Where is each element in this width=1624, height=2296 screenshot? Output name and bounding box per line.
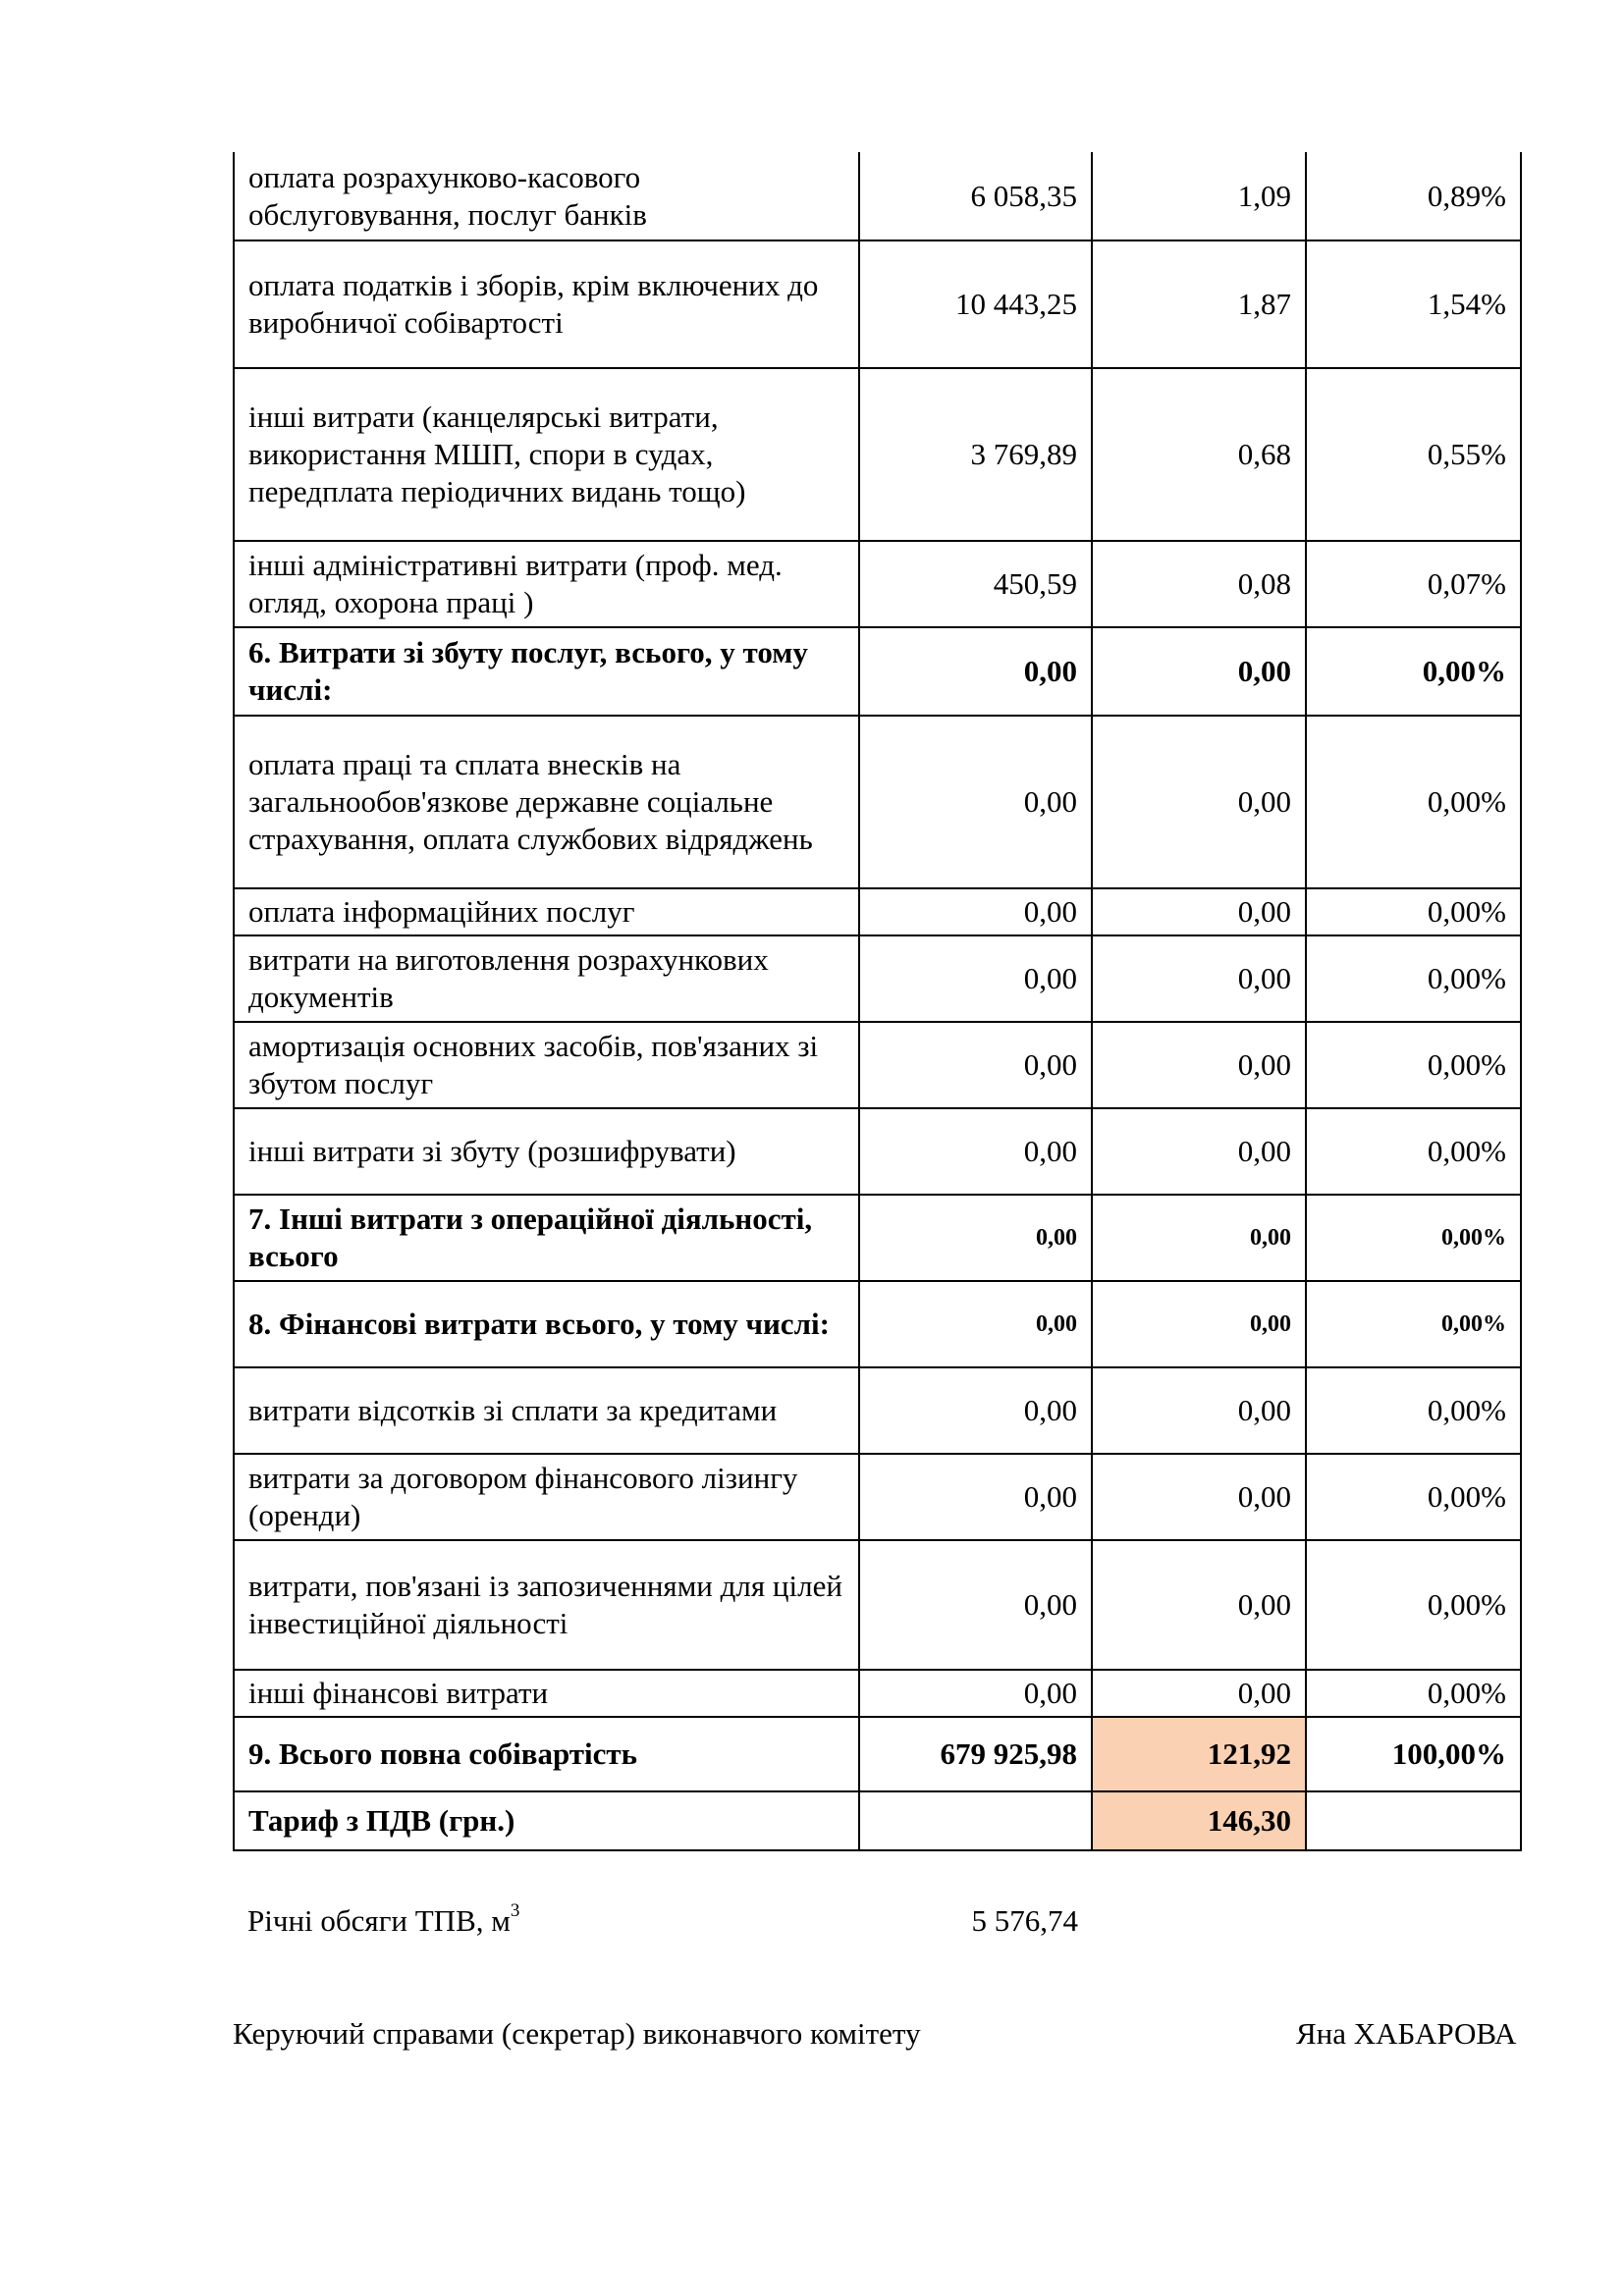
signature-name: Яна ХАБАРОВА [1296, 2016, 1517, 2051]
row-label: витрати на виготовлення розрахункових документів [234, 935, 859, 1022]
row-label: витрати за договором фінансового лізингу (оренди) [234, 1454, 859, 1540]
row-total: 3 769,89 [859, 368, 1092, 541]
row-share: 0,00% [1306, 1367, 1521, 1454]
row-per-unit: 0,00 [1092, 935, 1306, 1022]
table-row [234, 541, 1521, 627]
row-share: 0,00% [1306, 1195, 1521, 1281]
row-label: 9. Всього повна собівартість [234, 1717, 859, 1791]
row-label: 7. Інші витрати з операційної діяльності, всього [234, 1195, 859, 1281]
row-share: 0,00% [1306, 1022, 1521, 1108]
row-total: 0,00 [859, 888, 1092, 935]
table-row [234, 1454, 1521, 1540]
row-label: оплата розрахунково-касового обслуговування, послуг банків [234, 152, 859, 240]
row-per-unit: 0,00 [1092, 716, 1306, 888]
row-total: 0,00 [859, 935, 1092, 1022]
table-row-tariff [234, 1791, 1521, 1850]
annual-volume-value: 5 576,74 [971, 1903, 1078, 1938]
row-per-unit: 0,00 [1092, 1108, 1306, 1195]
row-per-unit: 0,00 [1092, 1454, 1306, 1540]
row-per-unit: 0,00 [1092, 1540, 1306, 1670]
row-share: 0,00% [1306, 1281, 1521, 1367]
row-label: витрати відсотків зі сплати за кредитами [234, 1367, 859, 1454]
row-per-unit: 1,87 [1092, 240, 1306, 368]
row-share: 0,00% [1306, 716, 1521, 888]
table-row [234, 1022, 1521, 1108]
row-share: 0,00% [1306, 1454, 1521, 1540]
row-label: оплата податків і зборів, крім включених до виробничої собівартості [234, 240, 859, 368]
row-per-unit: 0,00 [1092, 1670, 1306, 1717]
row-total: 0,00 [859, 1195, 1092, 1281]
row-share: 0,00% [1306, 888, 1521, 935]
table-row [234, 152, 1521, 240]
row-per-unit: 121,92 [1092, 1717, 1306, 1791]
row-label: оплата праці та сплата внесків на загальнообов'язкове державне соціальне страхування, оплата службових відряджень [234, 716, 859, 888]
row-total: 679 925,98 [859, 1717, 1092, 1791]
row-label: 8. Фінансові витрати всього, у тому числі: [234, 1281, 859, 1367]
annual-volume-label [247, 1899, 520, 1940]
row-total: 0,00 [859, 627, 1092, 716]
row-label: амортизація основних засобів, пов'язаних зі збутом послуг [234, 1022, 859, 1108]
table-row [234, 935, 1521, 1022]
table-row [234, 368, 1521, 541]
row-total [859, 1791, 1092, 1850]
row-total: 0,00 [859, 1540, 1092, 1670]
annual-volume-label-text: Річні обсяги ТПВ, м [247, 1903, 511, 1938]
row-label: Тариф з ПДВ (грн.) [234, 1791, 859, 1850]
table-row [234, 1670, 1521, 1717]
row-label: витрати, пов'язані із запозиченнями для цілей інвестиційної діяльності [234, 1540, 859, 1670]
row-total: 450,59 [859, 541, 1092, 627]
row-share: 0,89% [1306, 152, 1521, 240]
row-label: інші витрати (канцелярські витрати, використання МШП, спори в судах, передплата періодичних видань тощо) [234, 368, 859, 541]
signature-role: Керуючий справами (секретар) виконавчого комітету [233, 2016, 921, 2051]
table-row-section [234, 627, 1521, 716]
table-row-section [234, 1195, 1521, 1281]
row-total: 0,00 [859, 1022, 1092, 1108]
table-row [234, 1367, 1521, 1454]
row-label: інші фінансові витрати [234, 1670, 859, 1717]
row-label: інші адміністративні витрати (проф. мед. огляд, охорона праці ) [234, 541, 859, 627]
row-per-unit: 0,00 [1092, 627, 1306, 716]
row-total: 10 443,25 [859, 240, 1092, 368]
row-total: 6 058,35 [859, 152, 1092, 240]
row-total: 0,00 [859, 1108, 1092, 1195]
row-per-unit: 146,30 [1092, 1791, 1306, 1850]
table-row [234, 888, 1521, 935]
row-per-unit: 0,00 [1092, 1281, 1306, 1367]
row-share: 0,07% [1306, 541, 1521, 627]
row-share: 0,00% [1306, 1540, 1521, 1670]
row-per-unit: 0,00 [1092, 1022, 1306, 1108]
row-per-unit: 1,09 [1092, 152, 1306, 240]
row-total: 0,00 [859, 716, 1092, 888]
row-share: 0,00% [1306, 627, 1521, 716]
annual-volume-unit-superscript: 3 [510, 1899, 520, 1921]
row-total: 0,00 [859, 1367, 1092, 1454]
table-row-section [234, 1281, 1521, 1367]
row-share: 100,00% [1306, 1717, 1521, 1791]
row-total: 0,00 [859, 1281, 1092, 1367]
table-row [234, 1540, 1521, 1670]
row-share: 0,00% [1306, 1108, 1521, 1195]
row-per-unit: 0,08 [1092, 541, 1306, 627]
row-per-unit: 0,00 [1092, 1367, 1306, 1454]
row-total: 0,00 [859, 1670, 1092, 1717]
row-per-unit: 0,00 [1092, 1195, 1306, 1281]
row-share: 0,00% [1306, 935, 1521, 1022]
row-per-unit: 0,68 [1092, 368, 1306, 541]
row-label: інші витрати зі збуту (розшифрувати) [234, 1108, 859, 1195]
row-share: 1,54% [1306, 240, 1521, 368]
row-share [1306, 1791, 1521, 1850]
row-label: оплата інформаційних послуг [234, 888, 859, 935]
cost-table [233, 152, 1522, 1851]
row-share: 0,00% [1306, 1670, 1521, 1717]
table-row [234, 1108, 1521, 1195]
table-row [234, 716, 1521, 888]
row-per-unit: 0,00 [1092, 888, 1306, 935]
row-share: 0,55% [1306, 368, 1521, 541]
row-total: 0,00 [859, 1454, 1092, 1540]
table-row [234, 240, 1521, 368]
table-row-total [234, 1717, 1521, 1791]
row-label: 6. Витрати зі збуту послуг, всього, у тому числі: [234, 627, 859, 716]
